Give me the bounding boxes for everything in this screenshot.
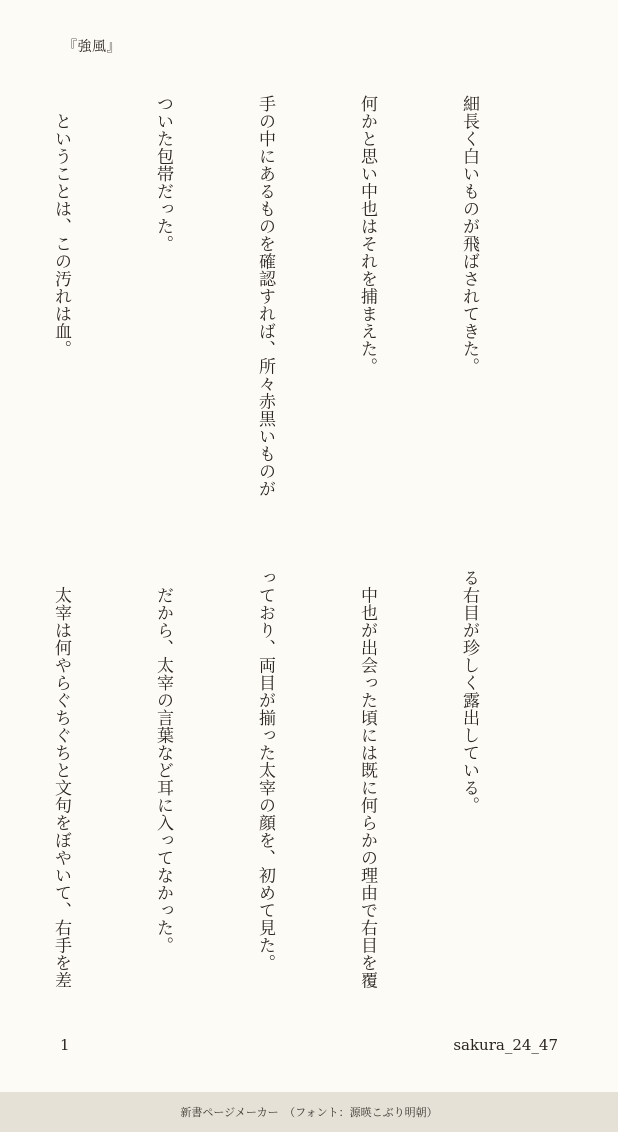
text-line: っており、両目が揃った太宰の顔を、初めて見た。	[255, 569, 275, 972]
footer-credit: 新書ページメーカー （フォント：源暎こぶり明朝）	[180, 1106, 438, 1119]
text-block-bottom	[0, 569, 554, 1009]
text-line: る右目が珍しく露出している。	[459, 569, 479, 814]
story-title: 『強風』	[63, 39, 121, 55]
author-name: sakura_24_47	[453, 1036, 558, 1054]
text-line: ということは、この汚れは血。	[51, 95, 71, 358]
text-line: 何かと思い中也はそれを捕まえた。	[357, 95, 377, 375]
text-line: 細長く白いものが飛ばされてきた。	[459, 95, 479, 375]
text-line: ついた包帯だった。	[153, 95, 173, 253]
text-block-top	[0, 95, 554, 535]
text-line: 太宰は何やらぐちぐちと文句をぼやいて、右手を差	[51, 569, 71, 989]
text-line: 手の中にあるものを確認すれば、所々赤黒いものが	[255, 95, 275, 498]
page-number: 1	[60, 1036, 70, 1054]
text-line: だから、太宰の言葉など耳に入ってなかった。	[153, 569, 173, 954]
text-line: 中也が出会った頃には既に何らかの理由で右目を覆	[357, 569, 377, 989]
